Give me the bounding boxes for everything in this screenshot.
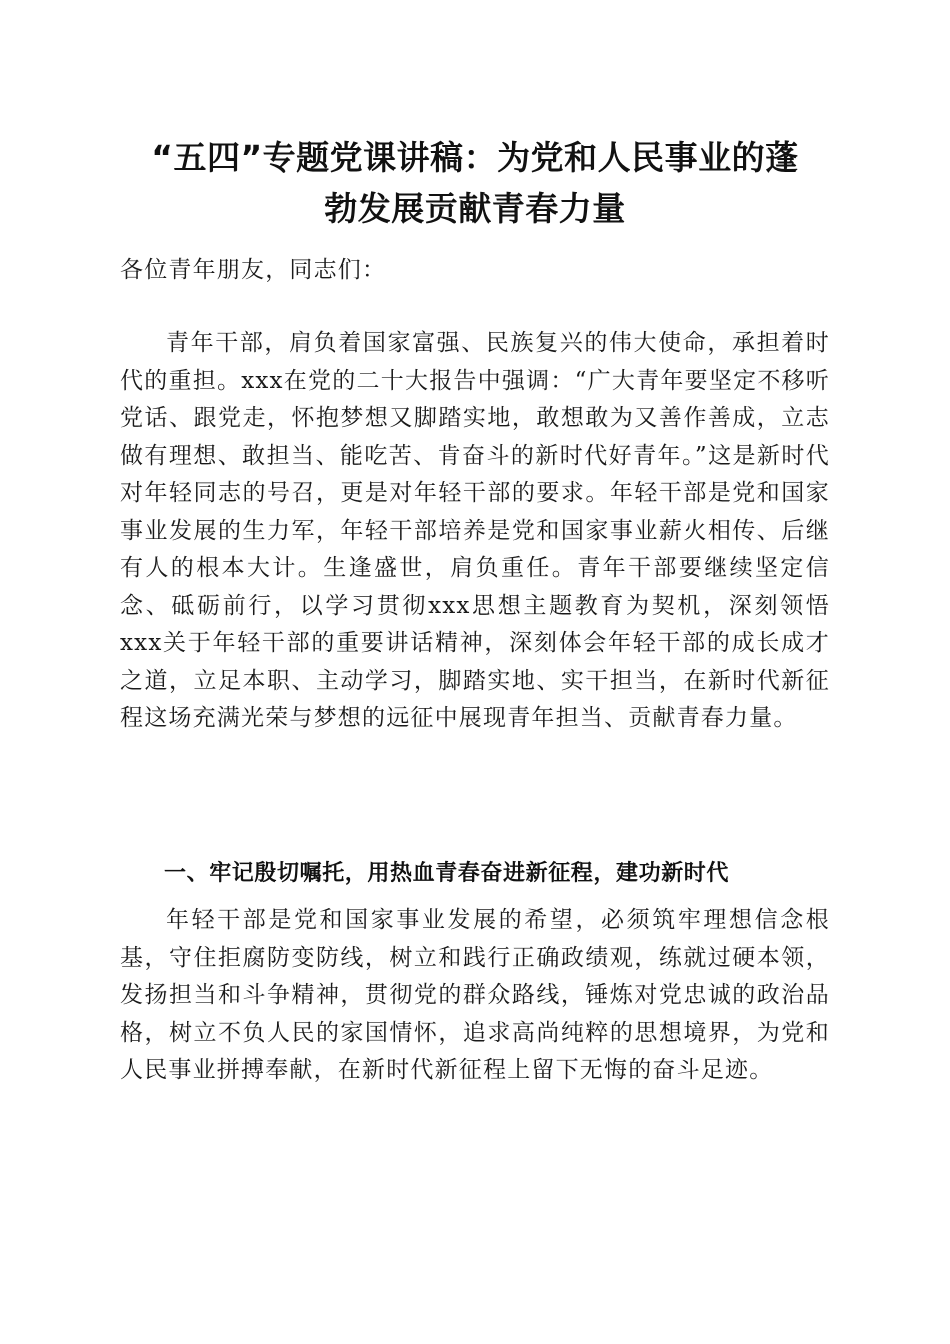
title-line-1: “五四”专题党课讲稿：为党和人民事业的蓬 — [151, 138, 799, 177]
title-line-2: 勃发展贡献青春力量 — [324, 189, 626, 228]
salutation: 各位青年朋友，同志们： — [120, 257, 387, 283]
paragraph-section-1: 年轻干部是党和国家事业发展的希望，必须筑牢理想信念根基，守住拒腐防变防线，树立和践行正确政绩观，练就过硬本领，发扬担当和斗争精神，贯彻党的群众路线，锤炼对党忠诚的政治品格，树立不负人民的家国情怀，追求高尚纯粹的思想境界，为党和人民事业拼搏奉献，在新时代新征程上留下无悔的奋斗足迹。 — [120, 907, 830, 1083]
section-heading-1: 一、牢记殷切嘱托，用热血青春奋进新征程，建功新时代 — [164, 861, 730, 886]
document-title — [120, 132, 830, 234]
paragraph-intro: 青年干部，肩负着国家富强、民族复兴的伟大使命，承担着时代的重担。xxx在党的二十大报告中强调：“广大青年要坚定不移听党话、跟党走，怀抱梦想又脚踏实地，敢想敢为又善作善成，立志做有理想、敢担当、能吃苦、肯奋斗的新时代好青年。”这是新时代对年轻同志的号召，更是对年轻干部的要求。年轻干部是党和国家事业发展的生力军，年轻干部培养是党和国家事业薪火相传、后继有人的根本大计。生逢盛世，肩负重任。青年干部要继续坚定信念、砥砺前行，以学习贯彻xxx思想主题教育为契机，深刻领悟xxx关于年轻干部的重要讲话精神，深刻体会年轻干部的成长成才之道，立足本职、主动学习，脚踏实地、实干担当，在新时代新征程这场充满光荣与梦想的远征中展现青年担当、贡献青春力量。 — [120, 330, 830, 731]
